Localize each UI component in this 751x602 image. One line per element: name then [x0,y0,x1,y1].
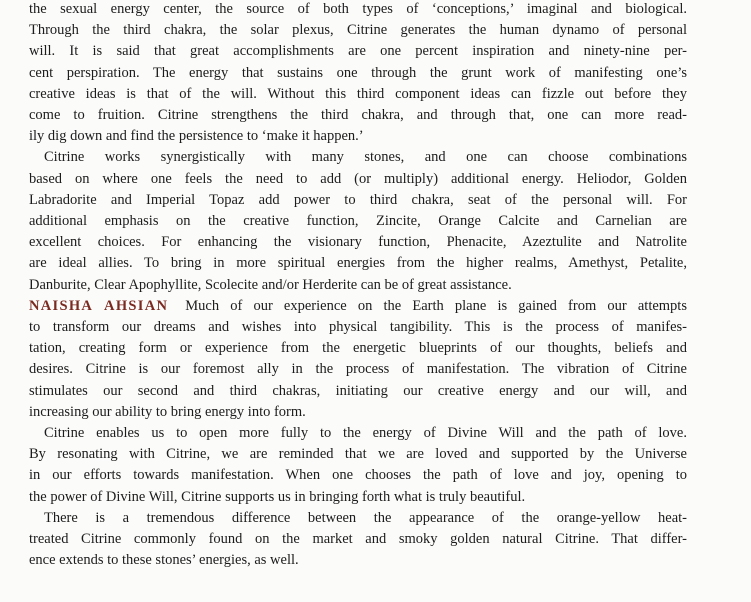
text-line: desires. Citrine is our foremost ally in the process of manifestation. The vibration of Citrine [29,361,687,378]
text-line: Labradorite and Imperial Topaz add power to third chakra, seat of the personal will. For [29,191,687,208]
paragraph [29,423,687,508]
text-line: will. It is said that great accomplishments are one percent inspiration and ninety-nine per- [29,43,687,60]
text-line: Through the third chakra, the solar plexus, Citrine generates the human dynamo of personal [29,22,687,39]
paragraph [29,296,687,423]
text-line: the power of Divine Will, Citrine supports us in bringing forth what is truly beautiful. [29,488,526,505]
text-line: stimulates our second and third chakras, initiating our creative energy and our will, and [29,382,687,399]
text-line: NAISHA AHSIAN Much of our experience on the Earth plane is gained from our attempts [29,297,687,314]
text-line: Citrine enables us to open more fully to the energy of Divine Will and the path of love. [44,425,687,442]
text-line: Citrine works synergistically with many stones, and one can choose combinations [44,149,687,166]
paragraph [29,0,687,147]
text-line: ence extends to these stones’ energies, as well. [29,552,299,569]
text-line: in our efforts towards manifestation. When one chooses the path of love and joy, opening to [29,467,687,484]
text-line: Danburite, Clear Apophyllite, Scolecite and/or Herderite can be of great assistance. [29,276,512,293]
text-line: increasing our ability to bring energy into form. [29,403,306,420]
author-heading: NAISHA AHSIAN [29,297,169,314]
paragraph [29,508,687,572]
text-line: excellent choices. For enhancing the visionary function, Phenacite, Azeztulite and Natrolite [29,234,687,251]
text-line: based on where one feels the need to add (or multiply) additional energy. Heliodor, Golden [29,170,687,187]
text-line: There is a tremendous difference between the appearance of the orange-yellow heat- [44,509,687,526]
text-line: By resonating with Citrine, we are reminded that we are loved and supported by the Universe [29,446,687,463]
text-line: to transform our dreams and wishes into physical tangibility. This is the process of manifes- [29,319,687,336]
text-line: additional emphasis on the creative function, Zincite, Orange Calcite and Carnelian are [29,213,687,230]
text-line: come to fruition. Citrine strengthens the third chakra, and through that, one can more read- [29,107,687,124]
text-line: are ideal allies. To bring in more spiritual energies from the higher realms, Amethyst, Petalite, [29,255,687,272]
text-line: creative ideas is that of the will. Without this third component ideas can fizzle out before they [29,85,687,102]
text-line: treated Citrine commonly found on the market and smoky golden natural Citrine. That differ- [29,531,687,548]
paragraph [29,147,687,295]
text-line: cent perspiration. The energy that sustains one through the grunt work of manifesting one’s [29,64,687,81]
text-line: the sexual energy center, the source of both types of ‘conceptions,’ imaginal and biological. [29,1,687,17]
text-line: ily dig down and find the persistence to ‘make it happen.’ [29,128,364,145]
text-line: tation, creating form or experience from the energetic blueprints of our thoughts, beliefs and [29,340,687,357]
book-page [29,0,687,571]
